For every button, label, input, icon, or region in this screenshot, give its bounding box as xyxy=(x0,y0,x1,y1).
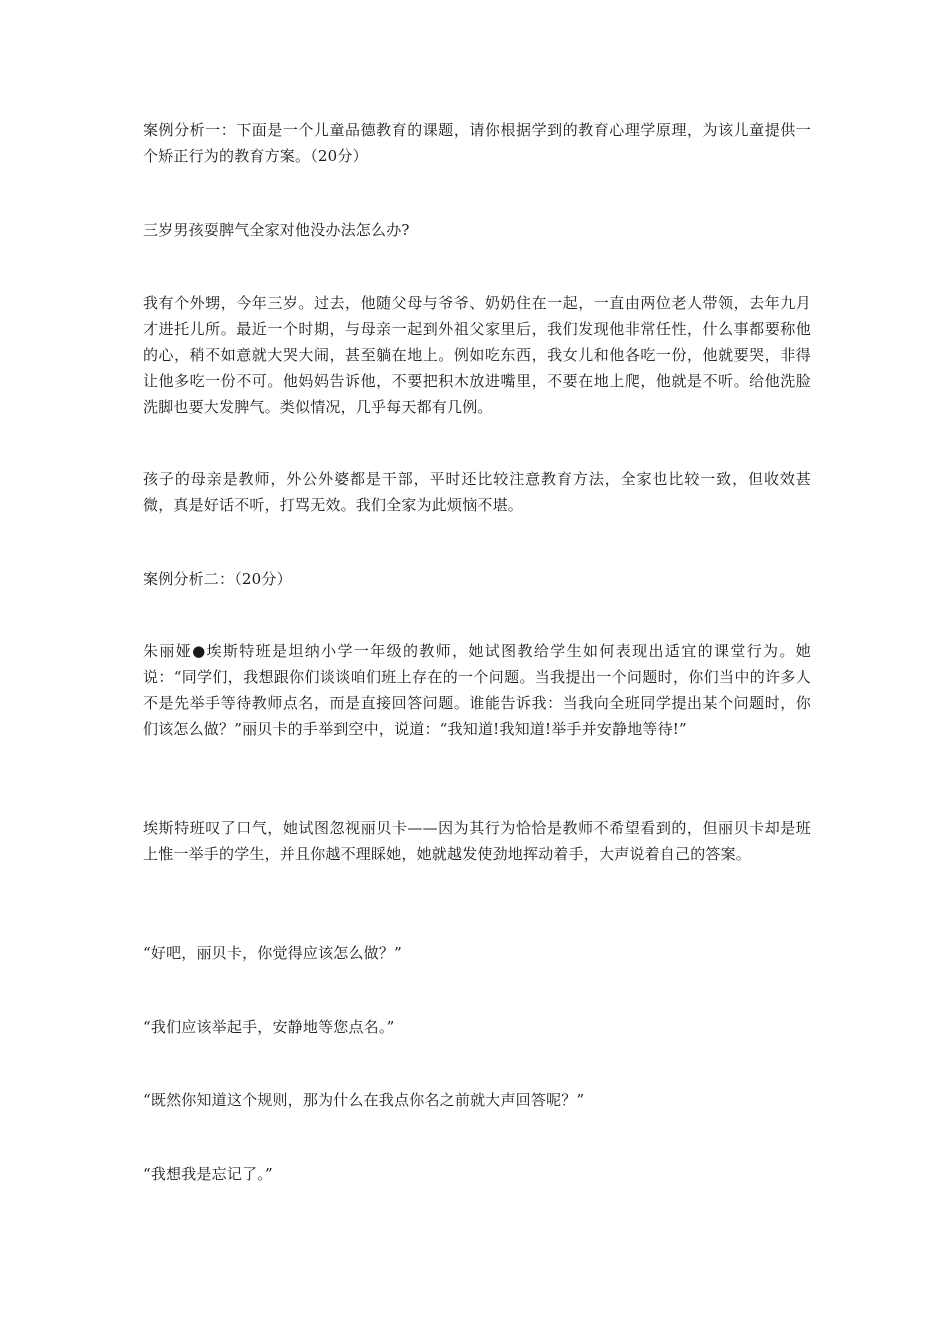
dialogue-line-4: “我想我是忘记了。” xyxy=(143,1165,273,1183)
dialogue-line-2: “我们应该举起手，安静地等您点名。” xyxy=(143,1018,395,1036)
dialogue-line-3: “既然你知道这个规则，那为什么在我点你名之前就大声回答呢？” xyxy=(143,1091,585,1109)
case-one-prompt: 案例分析一：下面是一个儿童品德教育的课题，请你根据学到的教育心理学原理，为该儿童提供一个矫正行为的教育方案。（20分） xyxy=(143,121,811,165)
dialogue-line-1: “好吧，丽贝卡，你觉得应该怎么做？” xyxy=(143,944,402,962)
case-one-paragraph-2: 孩子的母亲是教师，外公外婆都是干部，平时还比较注意教育方法，全家也比较一致，但收效甚微，真是好话不听，打骂无效。我们全家为此烦恼不堪。 xyxy=(143,470,811,514)
case-two-heading: 案例分析二：（20分） xyxy=(143,570,292,588)
case-one-title: 三岁男孩耍脾气全家对他没办法怎么办? xyxy=(143,221,410,239)
case-one-paragraph-1: 我有个外甥，今年三岁。过去，他随父母与爷爷、奶奶住在一起，一直由两位老人带领，去年九月才进托儿所。最近一个时期，与母亲一起到外祖父家里后，我们发现他非常任性，什么事都要称他的心，稍不如意就大哭大闹，甚至躺在地上。例如吃东西，我女儿和他各吃一份，他就要哭，非得让他多吃一份不可。他妈妈告诉他，不要把积木放进嘴里，不要在地上爬，他就是不听。给他洗脸洗脚也要大发脾气。类似情况，几乎每天都有几例。 xyxy=(143,294,811,416)
case-two-paragraph-1: 朱丽娅●埃斯特班是坦纳小学一年级的教师，她试图教给学生如何表现出适宜的课堂行为。她说：“同学们，我想跟你们谈谈咱们班上存在的一个问题。当我提出一个问题时，你们当中的许多人不是先举手等待教师点名，而是直接回答问题。谁能告诉我：当我向全班同学提出某个问题时，你们该怎么做？”丽贝卡的手举到空中，说道：“我知道!我知道!举手并安静地等待!” xyxy=(143,642,811,738)
case-two-paragraph-2: 埃斯特班叹了口气，她试图忽视丽贝卡——因为其行为恰恰是教师不希望看到的，但丽贝卡却是班上惟一举手的学生，并且你越不理睬她，她就越发使劲地挥动着手，大声说着自己的答案。 xyxy=(143,819,811,863)
